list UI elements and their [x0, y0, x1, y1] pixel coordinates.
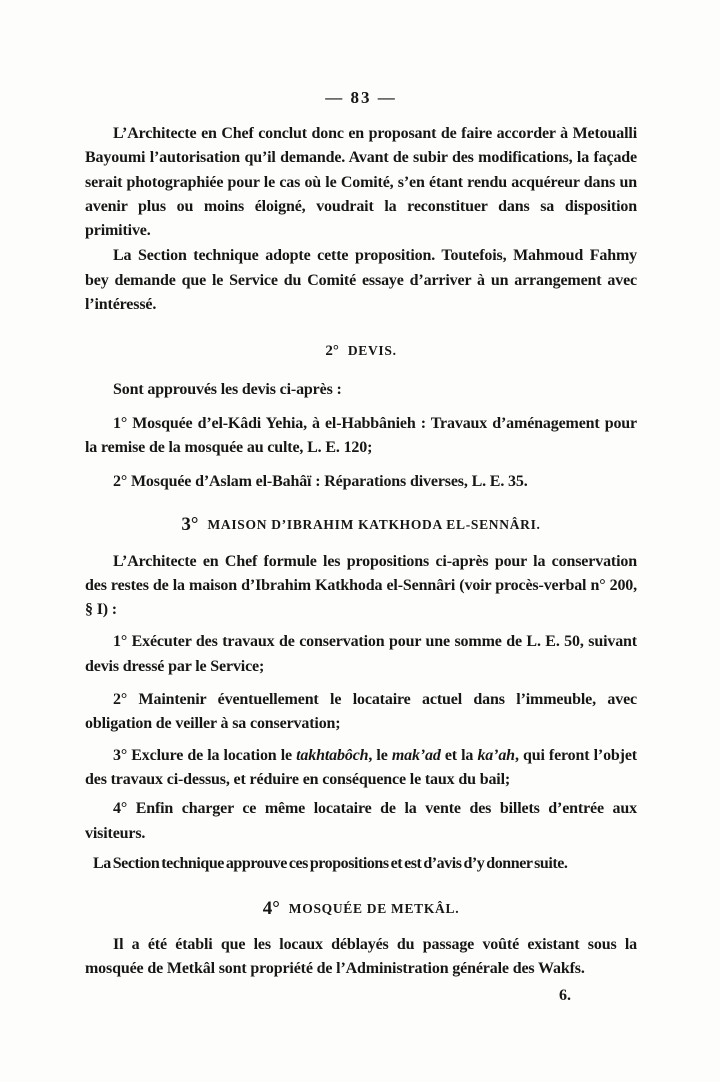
- page-number-header: — 83 —: [325, 88, 397, 107]
- text-segment: , qui feront l’objet des travaux ci-dessus, et réduire en conséquence le taux du bail;: [85, 746, 637, 788]
- section-title: MOSQUÉE DE METKÂL.: [288, 901, 460, 917]
- section-number: 2°: [325, 343, 339, 360]
- list-item-maison-4: 4° Enfin charger ce même locataire de la vente des billets d’entrée aux visiteurs.: [85, 800, 637, 842]
- text-segment: et la: [440, 746, 478, 764]
- term-kaah: ka’ah: [477, 746, 515, 764]
- list-item-maison-1: 1° Exécuter des travaux de conservation pour une somme de L. E. 50, suivant devis dressé par le Service;: [85, 633, 637, 675]
- paragraph-formule-propositions: L’Architecte en Chef formule les propositions ci-après pour la conservation des restes de la maison d’Ibrahim Katkhoda el-Sennâri (voir procès-verbal n° 200, § I) :: [85, 552, 637, 619]
- list-item-maison-3: [85, 744, 637, 793]
- section-heading-mosquee-metkal: [85, 894, 637, 921]
- list-item-maison-2: 2° Maintenir éventuellement le locataire actuel dans l’immeuble, avec obligation de veiller à sa conservation;: [85, 691, 637, 733]
- signature-mark: 6.: [559, 986, 571, 1004]
- paragraph-section-approuve: La Section technique approuve ces propositions et est d’avis d’y donner suite.: [93, 854, 568, 872]
- list-item-devis-2: 2° Mosquée d’Aslam el-Bahâï : Réparations diverses, L. E. 35.: [113, 473, 528, 491]
- term-takhtaboch: takhtabôch: [296, 746, 369, 764]
- section-heading-devis: [85, 338, 637, 361]
- list-item-devis-1: 1° Mosquée d’el-Kâdi Yehia, à el-Habbânieh : Travaux d’aménagement pour la remise de la mosquée au culte, L. E. 120;: [85, 414, 637, 456]
- section-number: 3°: [181, 513, 199, 535]
- section-title: MAISON D’IBRAHIM KATKHODA EL-SENNÂRI.: [207, 516, 541, 532]
- section-heading-maison-sennari: [85, 510, 637, 537]
- section-number: 4°: [262, 898, 280, 920]
- paragraph-sont-approuves: Sont approuvés les devis ci-après :: [113, 381, 342, 399]
- paragraph-section-adopte: La Section technique adopte cette proposition. Toutefois, Mahmoud Fahmy bey demande que le Service du Comité essaye d’arriver à un arrangement avec l’intéressé.: [85, 247, 637, 314]
- paragraph-architecte-conclusion: L’Architecte en Chef conclut donc en proposant de faire accorder à Metoualli Bayoumi l’autorisation qu’il demande. Avant de subir des modifications, la façade serait photographiée pour le cas où le Comité, s’en étant rendu acquéreur dans un avenir plus ou moins éloigné, voudrait la reconstituer dans sa disposition primitive.: [85, 125, 637, 240]
- term-makad: mak’ad: [391, 746, 441, 764]
- section-title: DEVIS.: [347, 343, 397, 359]
- text-segment: 3° Exclure de la location le: [113, 746, 297, 764]
- paragraph-locaux-deblayes: Il a été établi que les locaux déblayés du passage voûté existant sous la mosquée de Metkâl sont propriété de l’Administration générale des Wakfs.: [85, 936, 637, 978]
- text-segment: , le: [368, 746, 392, 764]
